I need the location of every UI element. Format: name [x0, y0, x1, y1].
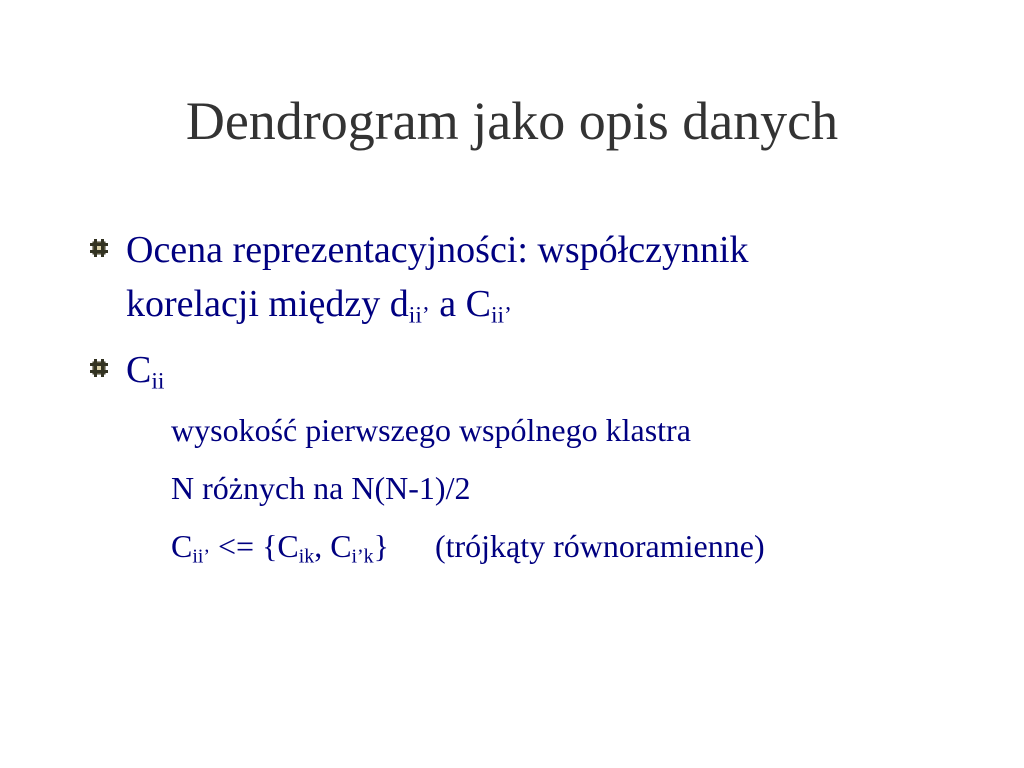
subscript: ii	[151, 368, 165, 395]
text-segment: korelacji między d	[126, 283, 409, 325]
text-segment: C	[171, 528, 193, 564]
subscript: ii’	[490, 302, 512, 329]
bullet-icon	[90, 359, 108, 377]
bullet-line-2	[126, 277, 749, 331]
note-text: (trójkąty równoramienne)	[434, 528, 765, 564]
bullet-line-1: Ocena reprezentacyjności: współczynnik	[126, 229, 749, 271]
text-segment: C	[126, 349, 152, 391]
slide-title: Dendrogram jako opis danych	[185, 91, 839, 151]
bullet-icon	[90, 239, 108, 257]
text-segment: }	[373, 528, 389, 564]
bullet-text	[126, 223, 749, 331]
subscript: ii’	[408, 302, 430, 329]
bullet-text	[126, 343, 164, 397]
sub-item-wysokosc: wysokość pierwszego wspólnego klastra	[171, 412, 691, 448]
text-segment: a C	[429, 283, 491, 325]
subscript: i’k	[351, 545, 374, 568]
sub-item-n-roznych: N różnych na N(N-1)/2	[171, 470, 471, 506]
sub-item-inequality	[171, 526, 765, 566]
text-segment: , C	[314, 528, 352, 564]
subscript: ii’	[192, 545, 210, 568]
text-segment: <= {C	[209, 528, 299, 564]
subscript: ik	[298, 545, 315, 568]
